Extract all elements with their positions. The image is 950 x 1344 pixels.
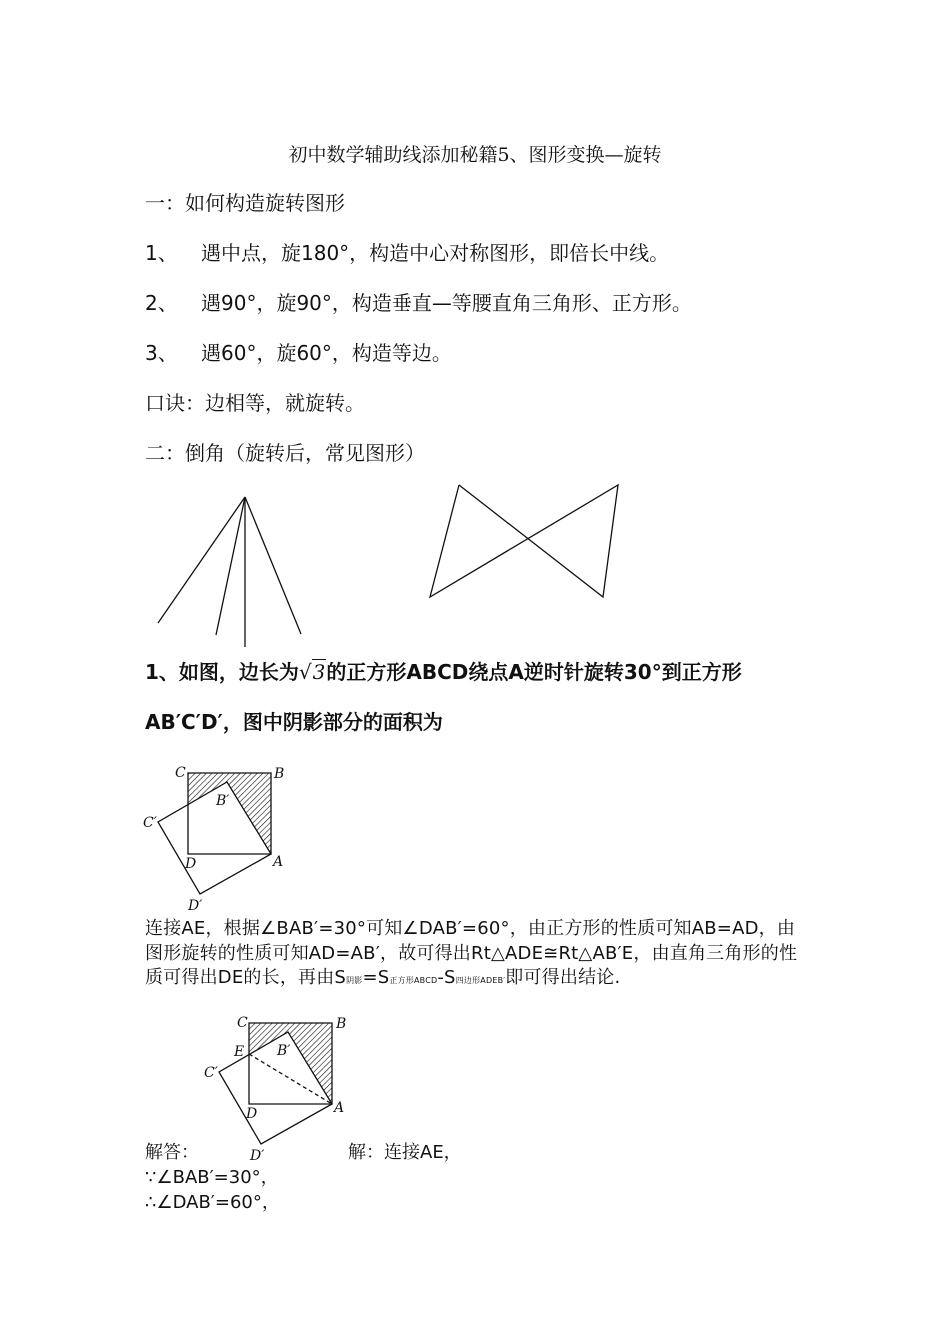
label-D: D xyxy=(246,1106,258,1122)
analysis-text: =S xyxy=(362,967,390,988)
analysis-text: 即可得出结论. xyxy=(505,967,621,988)
label-B: B xyxy=(274,766,285,782)
label-C-prime: C′ xyxy=(143,815,157,831)
fan-lines-figure xyxy=(150,490,310,650)
list-item-text: 遇60°，旋60°，构造等边。 xyxy=(201,341,452,365)
label-C-prime: C′ xyxy=(204,1065,218,1081)
list-item-text: 遇中点，旋180°，构造中心对称图形，即倍长中线。 xyxy=(201,241,670,265)
solution-step-2: ∴∠DAB′=60°， xyxy=(145,1192,280,1213)
mnemonic: 口诀：边相等，就旋转。 xyxy=(145,391,365,415)
section2-heading: 二：倒角（旋转后，常见图形） xyxy=(145,441,425,465)
rotation-figure-1 xyxy=(140,760,300,915)
label-B-prime: B′ xyxy=(277,1043,291,1059)
label-D-prime: D′ xyxy=(250,1148,265,1164)
list-item-1 xyxy=(145,237,669,266)
analysis-text: -S xyxy=(437,967,456,988)
solution-step-1: ∵∠BAB′=30°， xyxy=(145,1167,279,1188)
bowtie-outline xyxy=(430,485,618,597)
label-C: C xyxy=(237,1015,248,1031)
list-item-number: 3、 xyxy=(145,341,178,365)
analysis-paragraph xyxy=(145,917,810,994)
label-A: A xyxy=(273,854,284,870)
analysis-text: 连接AE，根据∠BAB′=30°可知∠DAB′=60°，由正方形的性质可知AB=AD，由图形旋转的性质可知AD=AB′，故可得出Rt△ADE≅Rt△AB′E，由直角三角形的性质可得出DE的长，再由S xyxy=(145,918,798,988)
label-E: E xyxy=(234,1044,245,1060)
list-item-2 xyxy=(145,287,692,316)
solution-step-0: 解：连接AE， xyxy=(348,1142,462,1163)
label-B-prime: B′ xyxy=(216,793,230,809)
bowtie-figure xyxy=(425,480,625,605)
problem-statement-line1 xyxy=(145,656,742,685)
subscript: 阴影 xyxy=(346,976,363,985)
sqrt-expression: √3 xyxy=(298,660,326,684)
problem-text: 的正方形ABCD绕点A逆时针旋转30°到正方形 xyxy=(326,660,742,684)
sqrt-radicand: 3 xyxy=(312,660,326,684)
problem-statement-line2: AB′C′D′，图中阴影部分的面积为 xyxy=(145,710,443,734)
list-item-number: 2、 xyxy=(145,291,178,315)
list-item-number: 1、 xyxy=(145,241,178,265)
label-A: A xyxy=(334,1100,345,1116)
problem-text: 1、如图，边长为 xyxy=(145,660,299,684)
label-D-prime: D′ xyxy=(188,898,203,914)
list-item-3 xyxy=(145,337,452,366)
fan-line xyxy=(245,497,301,634)
label-B: B xyxy=(336,1016,347,1032)
solution-label: 解答： xyxy=(145,1142,199,1163)
subscript: 正方形ABCD xyxy=(389,976,438,985)
label-C: C xyxy=(175,765,186,781)
rotation-figure-2 xyxy=(200,1010,360,1165)
subscript: 四边形ADEB′ xyxy=(455,976,506,985)
label-D: D xyxy=(185,856,197,872)
page-title: 初中数学辅助线添加秘籍5、图形变换—旋转 xyxy=(288,144,662,166)
list-item-text: 遇90°，旋90°，构造垂直—等腰直角三角形、正方形。 xyxy=(201,291,692,315)
section1-heading: 一：如何构造旋转图形 xyxy=(145,191,345,215)
